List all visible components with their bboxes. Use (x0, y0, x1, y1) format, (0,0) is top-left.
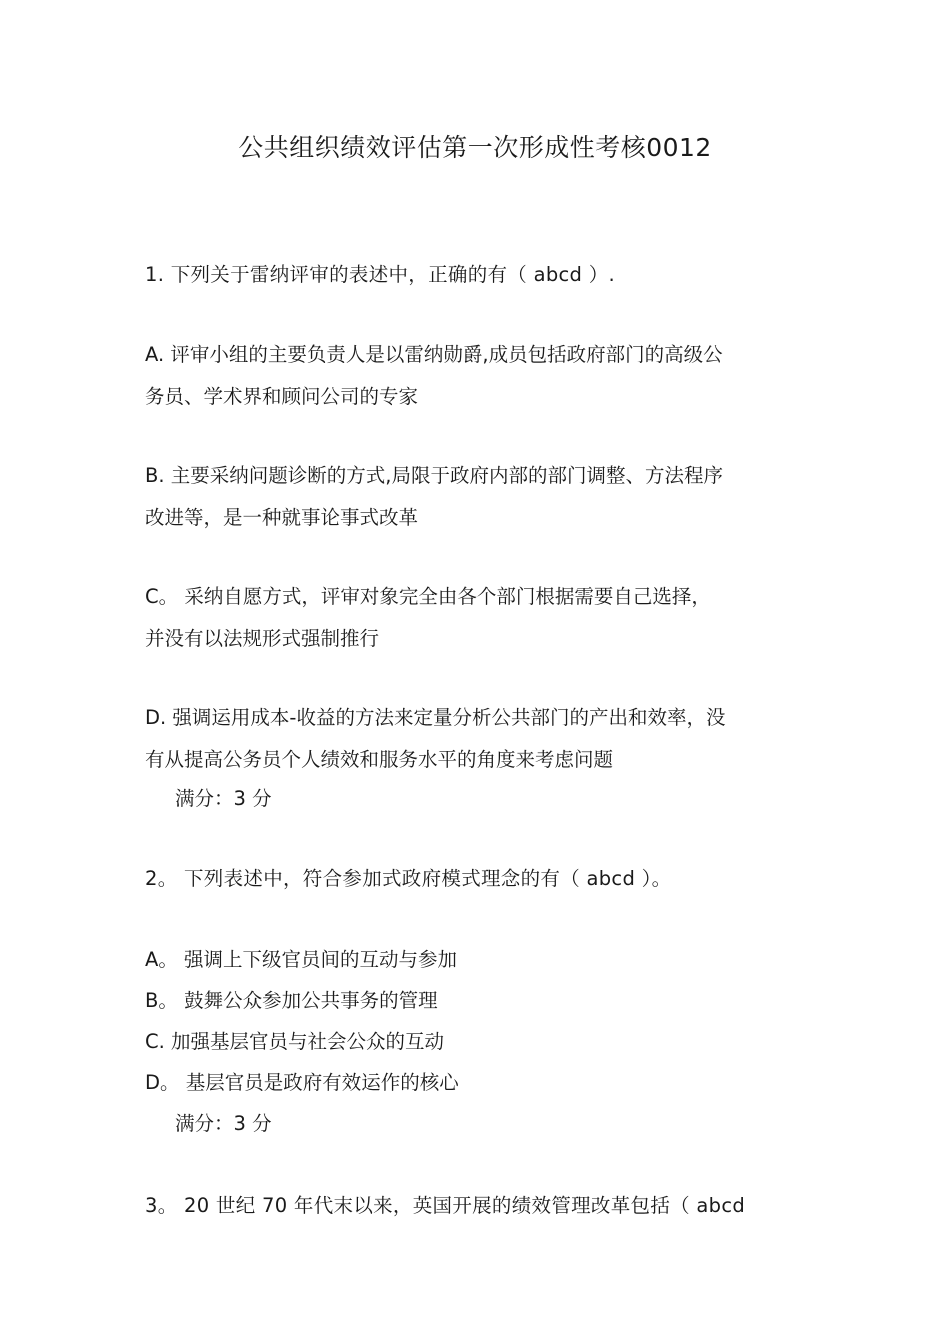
question-2-stem: 2。 下列表述中，符合参加式政府模式理念的有（ abcd ）。 (145, 867, 672, 890)
page-title: 公共组织绩效评估第一次形成性考核0012 (238, 133, 712, 162)
q1-option-d-line1: D. 强调运用成本-收益的方法来定量分析公共部门的产出和效率，没 (145, 706, 726, 729)
q1-option-a-line1: A. 评审小组的主要负责人是以雷纳勋爵,成员包括政府部门的高级公 (145, 343, 723, 366)
q2-score: 满分：3 分 (175, 1112, 272, 1135)
q1-score: 满分：3 分 (175, 787, 272, 810)
q1-option-c-line2: 并没有以法规形式强制推行 (145, 627, 380, 650)
question-3-stem: 3。 20 世纪 70 年代末以来，英国开展的绩效管理改革包括（ abcd (145, 1194, 746, 1217)
q2-option-a: A。 强调上下级官员间的互动与参加 (145, 948, 458, 971)
q2-option-c: C. 加强基层官员与社会公众的互动 (145, 1030, 445, 1053)
q1-option-d-line2: 有从提高公务员个人绩效和服务水平的角度来考虑问题 (145, 748, 614, 771)
q1-option-a-line2: 务员、学术界和顾问公司的专家 (145, 385, 419, 408)
question-1-stem: 1. 下列关于雷纳评审的表述中，正确的有（ abcd ）. (145, 263, 616, 286)
q1-option-c-line1: C。 采纳自愿方式，评审对象完全由各个部门根据需要自己选择， (145, 585, 711, 608)
q2-option-b: B。 鼓舞公众参加公共事务的管理 (145, 989, 438, 1012)
q1-option-b-line2: 改进等，是一种就事论事式改革 (145, 506, 419, 529)
q1-option-b-line1: B. 主要采纳问题诊断的方式,局限于政府内部的部门调整、方法程序 (145, 464, 723, 487)
q2-option-d: D。 基层官员是政府有效运作的核心 (145, 1071, 459, 1094)
